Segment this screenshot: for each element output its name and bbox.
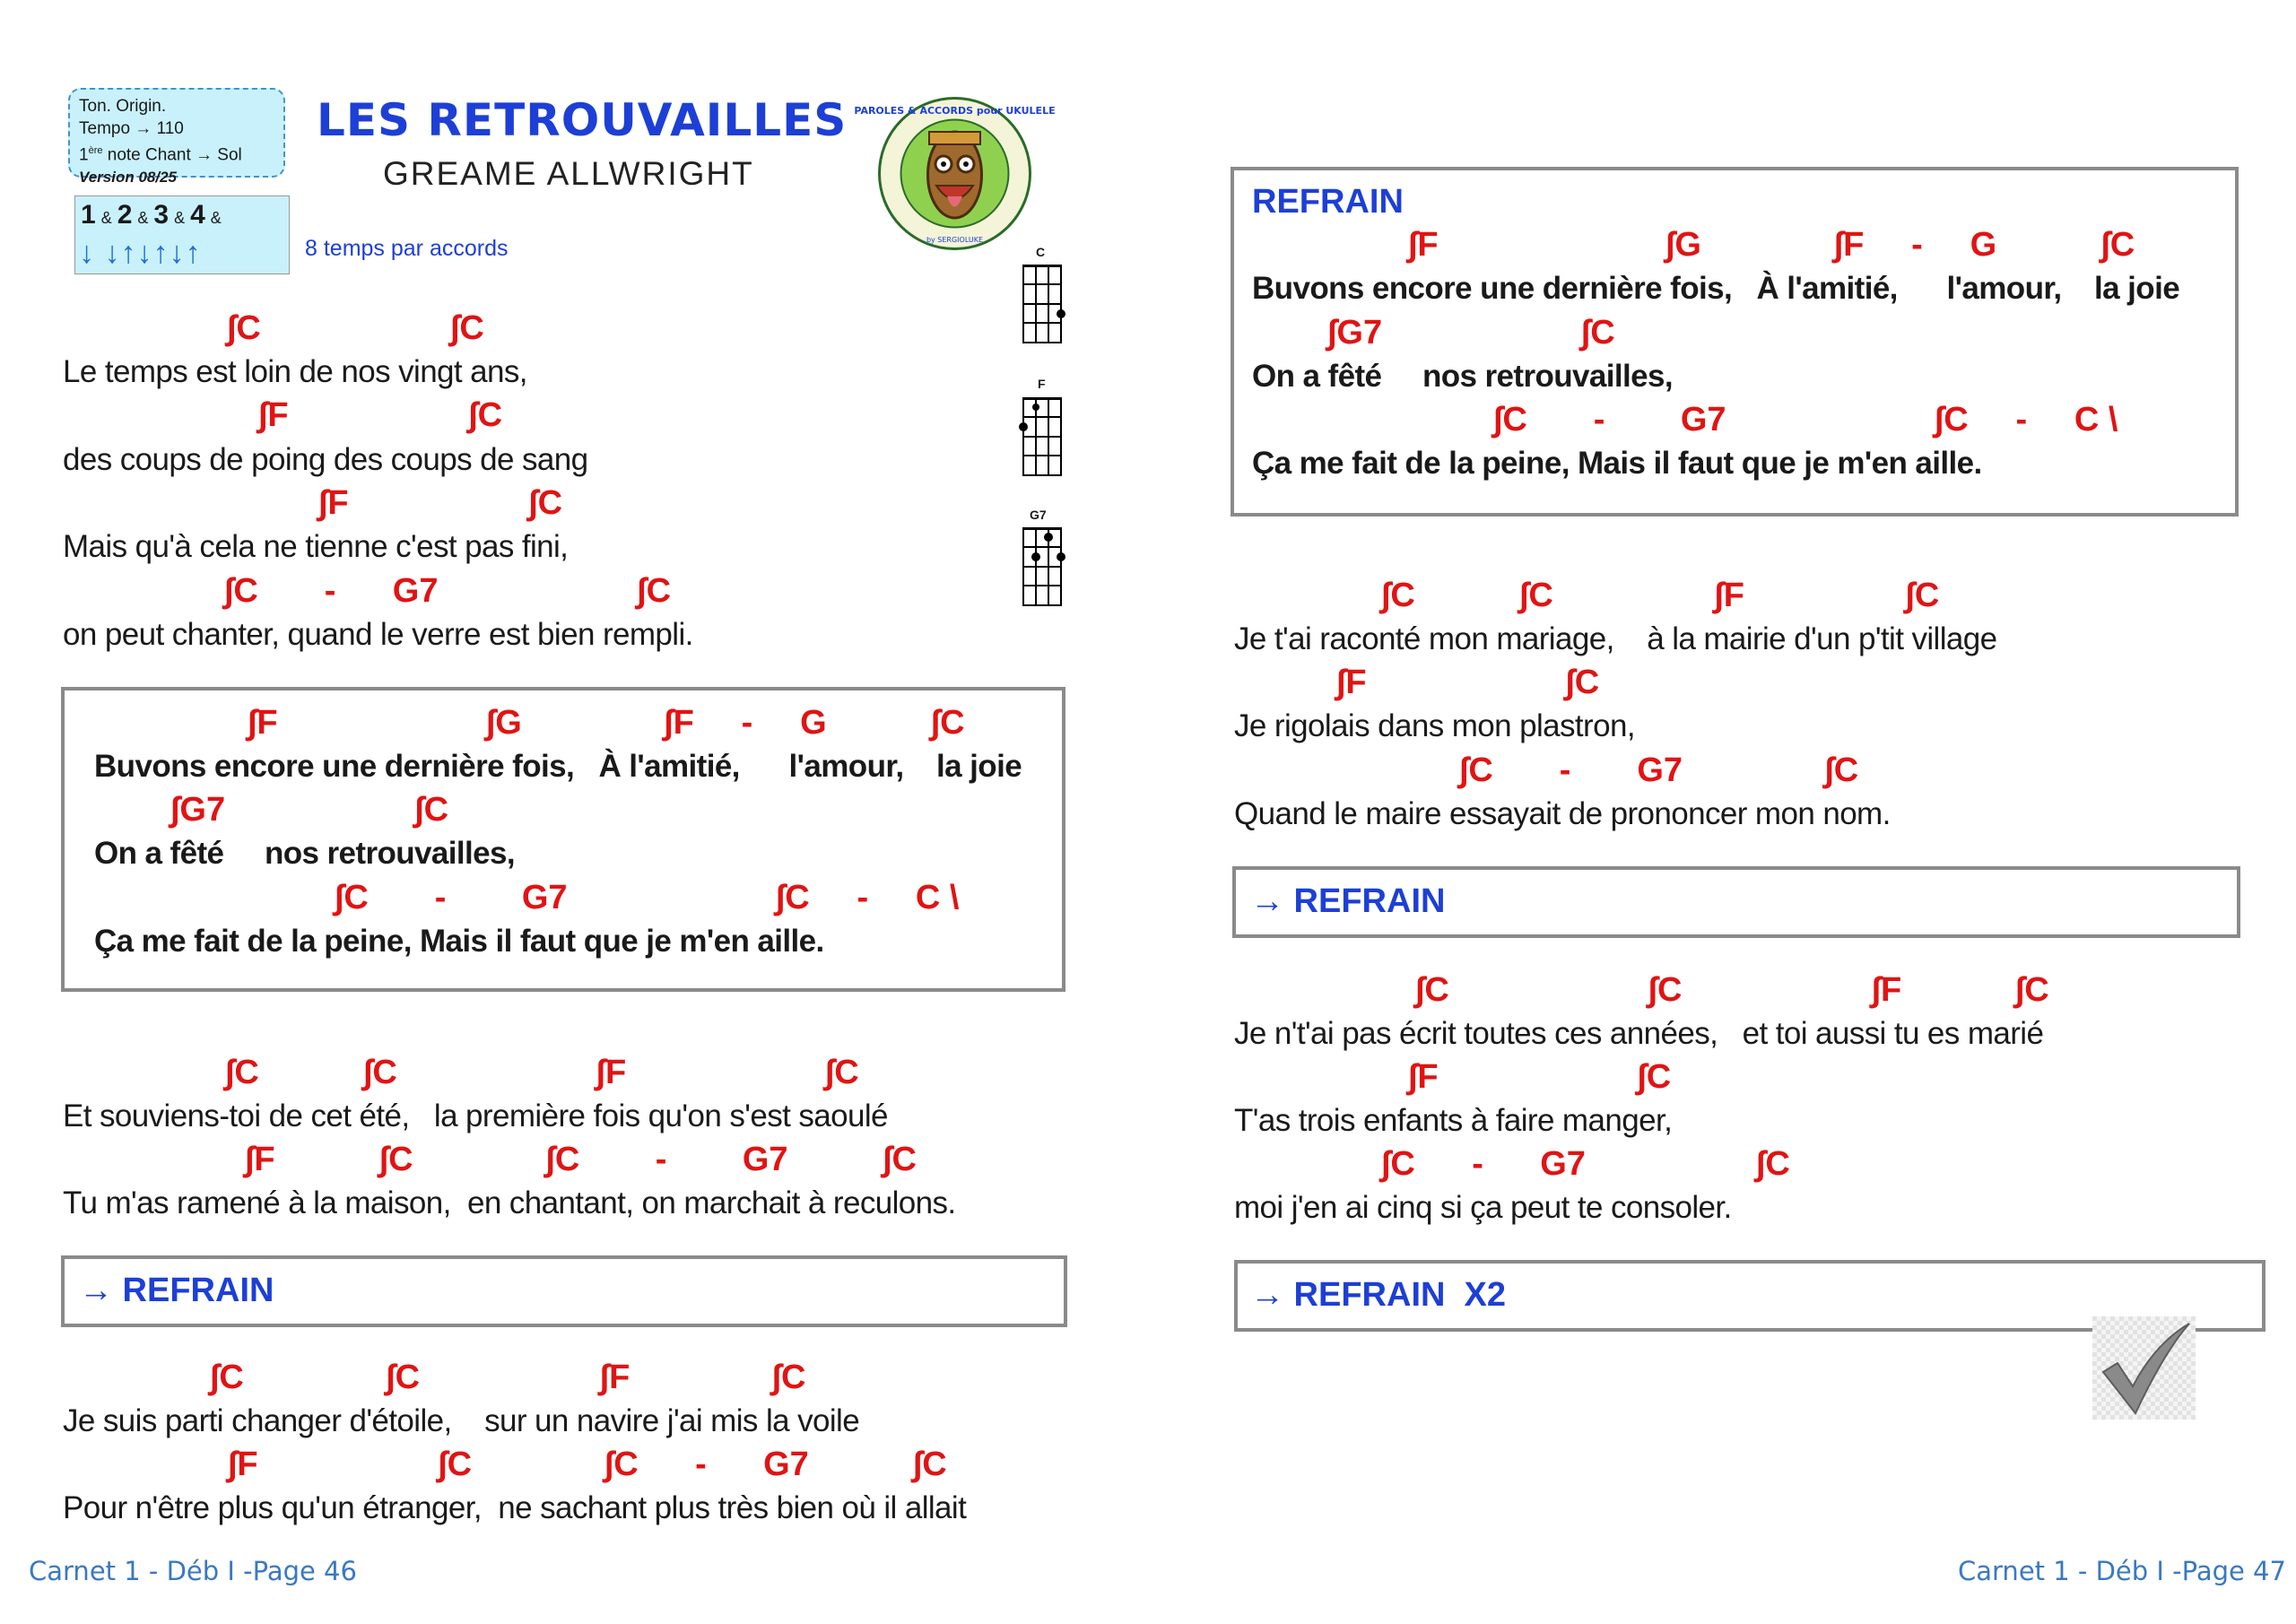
song-info-box [68, 88, 285, 187]
logo-subtext: by SERGIOLUKE [926, 236, 984, 244]
refrain-reference-x2: → REFRAIN X2 [1250, 1276, 1507, 1314]
chord-line: ∫C ∫C [227, 309, 484, 347]
chord-line: ∫C - G7 ∫C [224, 572, 672, 610]
info-version: Version 08/25 [79, 169, 177, 187]
chord-line: ∫C - G7 ∫C - C \ [1493, 401, 2118, 439]
info-tempo: Tempo → 110 [79, 119, 184, 138]
refrain-reference: → REFRAIN [1250, 882, 1446, 920]
chord-diagram-c [1021, 262, 1067, 347]
refrain-title: REFRAIN [1252, 183, 1404, 221]
chord-line: ∫C - G7 ∫C [1459, 751, 1859, 789]
chord-diagram-f [1014, 395, 1068, 480]
lyric-line: Ça me fait de la peine, Mais il faut que je m'en aille. [1252, 446, 1982, 481]
chord-line: ∫C - G7 ∫C - C \ [335, 879, 960, 916]
chord-diagram-g7 [1014, 525, 1077, 610]
info-first-note [79, 140, 274, 166]
logo-text: PAROLES & ACCORDS pour UKULELE [854, 105, 1056, 117]
lyric-line: Et souviens-toi de cet été, la première fois qu'on s'est saoulé [63, 1099, 888, 1133]
count-and: & [174, 209, 186, 227]
footer-right: Carnet 1 - Déb I -Page 47 [1958, 1556, 2286, 1586]
info-first-note-text: note Chant → Sol [102, 145, 242, 165]
count-4: 4 [190, 200, 205, 230]
song-title: LES RETROUVAILLES [317, 94, 848, 146]
strum-note: 8 temps par accords [305, 236, 509, 261]
count-2: 2 [117, 200, 133, 230]
chord-line: ∫F ∫C [1408, 1058, 1672, 1096]
strum-pattern [74, 195, 290, 274]
count-1: 1 [81, 200, 96, 230]
checkmark-icon [2092, 1316, 2196, 1420]
chord-line: ∫F ∫C [1336, 664, 1600, 701]
lyric-line: Je n't'ai pas écrit toutes ces années, et toi aussi tu es marié [1234, 1016, 2044, 1051]
lyric-line: moi j'en ai cinq si ça peut te consoler. [1234, 1190, 1732, 1225]
lyric-line: Buvons encore une dernière fois, À l'amitié, l'amour, la joie [94, 749, 1022, 784]
count-3: 3 [153, 200, 170, 230]
diagram-name-g7: G7 [1030, 508, 1047, 522]
diagram-name-c: C [1036, 245, 1046, 259]
lyric-line: Quand le maire essayait de prononcer mon nom. [1234, 796, 1891, 831]
count-and: & [137, 209, 149, 227]
chord-line: ∫G7 ∫C [1327, 314, 1615, 352]
count-and: & [210, 209, 222, 227]
lyric-line: T'as trois enfants à faire manger, [1234, 1103, 1673, 1138]
chord-line: ∫G7 ∫C [170, 791, 449, 829]
lyric-line: On a fêté nos retrouvailles, [1252, 359, 1674, 394]
chord-line: ∫F ∫G ∫F - G ∫C [1408, 226, 2135, 264]
lyric-line: Je t'ai raconté mon mariage, à la mairie d'un p'tit village [1234, 621, 1997, 656]
chord-line: ∫C ∫C ∫F ∫C [1415, 971, 2049, 1009]
chord-line: ∫F ∫C [318, 484, 563, 522]
ukulele-logo [854, 96, 1056, 251]
refrain-reference: → REFRAIN [79, 1272, 274, 1309]
info-first-note-num: 1 [79, 145, 89, 165]
strum-counts [81, 200, 227, 230]
lyric-line: Buvons encore une dernière fois, À l'amitié, l'amour, la joie [1252, 271, 2180, 306]
info-first-note-sup: ère [88, 145, 103, 156]
chord-line: ∫C ∫C ∫F ∫C [225, 1054, 859, 1091]
lyric-line: On a fêté nos retrouvailles, [94, 836, 516, 871]
lyric-line: Mais qu'à cela ne tienne c'est pas fini, [63, 529, 569, 564]
info-tonality: Ton. Origin. [79, 97, 167, 116]
chord-line: ∫C ∫C ∫F ∫C [210, 1359, 806, 1396]
lyric-line: Pour n'être plus qu'un étranger, ne sachant plus très bien où il allait [63, 1490, 967, 1525]
lyric-line: Le temps est loin de nos vingt ans, [63, 354, 527, 389]
lyric-line: Je rigolais dans mon plastron, [1234, 708, 1635, 743]
footer-left: Carnet 1 - Déb I -Page 46 [29, 1556, 357, 1586]
song-artist: GREAME ALLWRIGHT [383, 155, 754, 192]
lyric-line: on peut chanter, quand le verre est bien rempli. [63, 617, 693, 652]
count-and: & [100, 209, 112, 227]
lyric-line: Je suis parti changer d'étoile, sur un navire j'ai mis la voile [63, 1403, 860, 1438]
diagram-name-f: F [1038, 377, 1046, 391]
lyric-line: Tu m'as ramené à la maison, en chantant, on marchait à reculons. [63, 1185, 956, 1220]
lyric-line: des coups de poing des coups de sang [63, 442, 588, 477]
chord-line: ∫F ∫C [258, 396, 503, 434]
chord-line: ∫F ∫G ∫F - G ∫C [248, 704, 965, 742]
chord-line: ∫C ∫C ∫F ∫C [1381, 577, 1940, 614]
chord-line: ∫F ∫C ∫C - G7 ∫C [245, 1141, 917, 1178]
chord-line: ∫F ∫C ∫C - G7 ∫C [228, 1446, 947, 1483]
chord-line: ∫C - G7 ∫C [1381, 1145, 1790, 1183]
strum-arrows: ↓ ↓↑↓↑↓↑ [79, 236, 202, 270]
lyric-line: Ça me fait de la peine, Mais il faut que je m'en aille. [94, 924, 824, 959]
